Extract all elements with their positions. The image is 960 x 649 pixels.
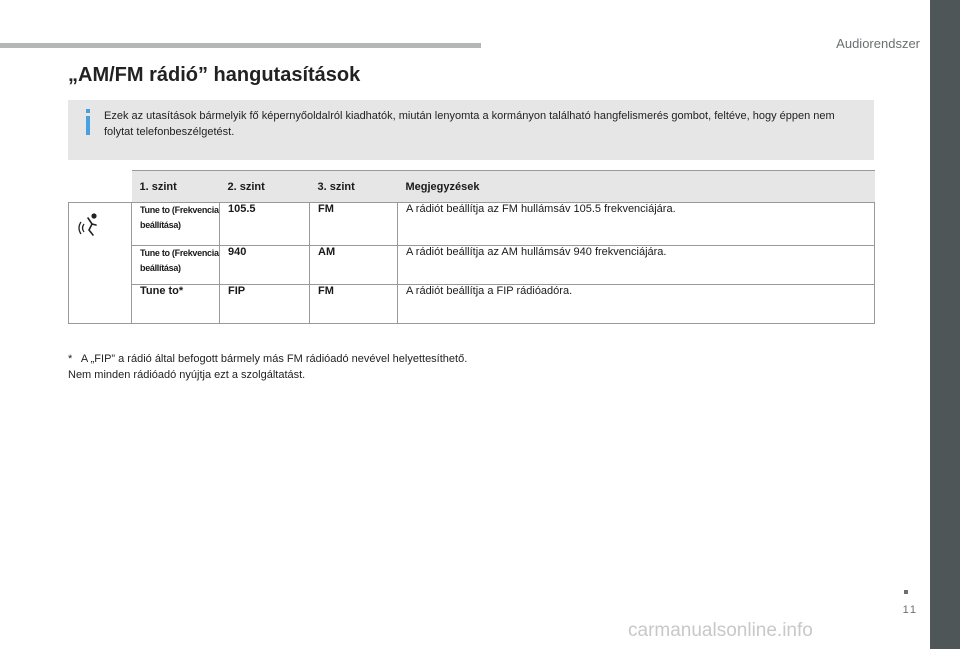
info-text: Ezek az utasítások bármelyik fő képernyőoldalról kiadhatók, miután lenyomta a kormányon található hangfelismerés gombot, feltéve, hogy éppen nem folytat telefonbeszélgetést.	[104, 110, 835, 138]
table-row	[69, 285, 875, 324]
table-header-notes: Megjegyzések	[398, 171, 875, 203]
voice-command-table	[68, 170, 875, 324]
row2-level1: Tune to (Frekvencia beállítása)	[132, 246, 220, 285]
page-marker	[904, 590, 908, 594]
row1-level3: FM	[310, 203, 398, 246]
row2-notes: A rádiót beállítja az AM hullámsáv 940 frekvenciájára.	[398, 246, 875, 285]
side-tab	[930, 0, 960, 649]
voice-command-icon	[77, 211, 103, 237]
table-row	[69, 203, 875, 246]
row1-level1: Tune to (Frekvencia beállítása)	[132, 203, 220, 246]
row3-notes: A rádiót beállítja a FIP rádióadóra.	[398, 285, 875, 324]
table-row	[69, 246, 875, 285]
table-header-row	[69, 171, 875, 203]
row3-level3: FM	[310, 285, 398, 324]
header-rule	[0, 43, 481, 48]
section-title: Audiorendszer	[836, 36, 920, 51]
voice-icon-cell	[69, 203, 132, 324]
table-header-level3: 3. szint	[310, 171, 398, 203]
footnote-line-1: * A „FIP” a rádió által befogott bármely más FM rádióadó nevével helyettesíthető.	[68, 353, 468, 365]
footnote	[68, 351, 467, 383]
watermark: carmanualsonline.info	[628, 620, 813, 641]
table-header-blank	[69, 171, 132, 203]
row3-level2: FIP	[220, 285, 310, 324]
table-header-level1: 1. szint	[132, 171, 220, 203]
page-number: 11	[902, 604, 918, 616]
info-box	[68, 100, 874, 160]
info-icon	[80, 109, 96, 135]
footnote-line-2: Nem minden rádióadó nyújtja ezt a szolgáltatást.	[68, 369, 306, 381]
row2-level2: 940	[220, 246, 310, 285]
table-header-level2: 2. szint	[220, 171, 310, 203]
row3-level1: Tune to*	[132, 285, 220, 324]
row2-level3: AM	[310, 246, 398, 285]
row1-level2: 105.5	[220, 203, 310, 246]
row1-notes: A rádiót beállítja az FM hullámsáv 105.5 frekvenciájára.	[398, 203, 875, 246]
page-title: „AM/FM rádió” hangutasítások	[68, 64, 361, 86]
